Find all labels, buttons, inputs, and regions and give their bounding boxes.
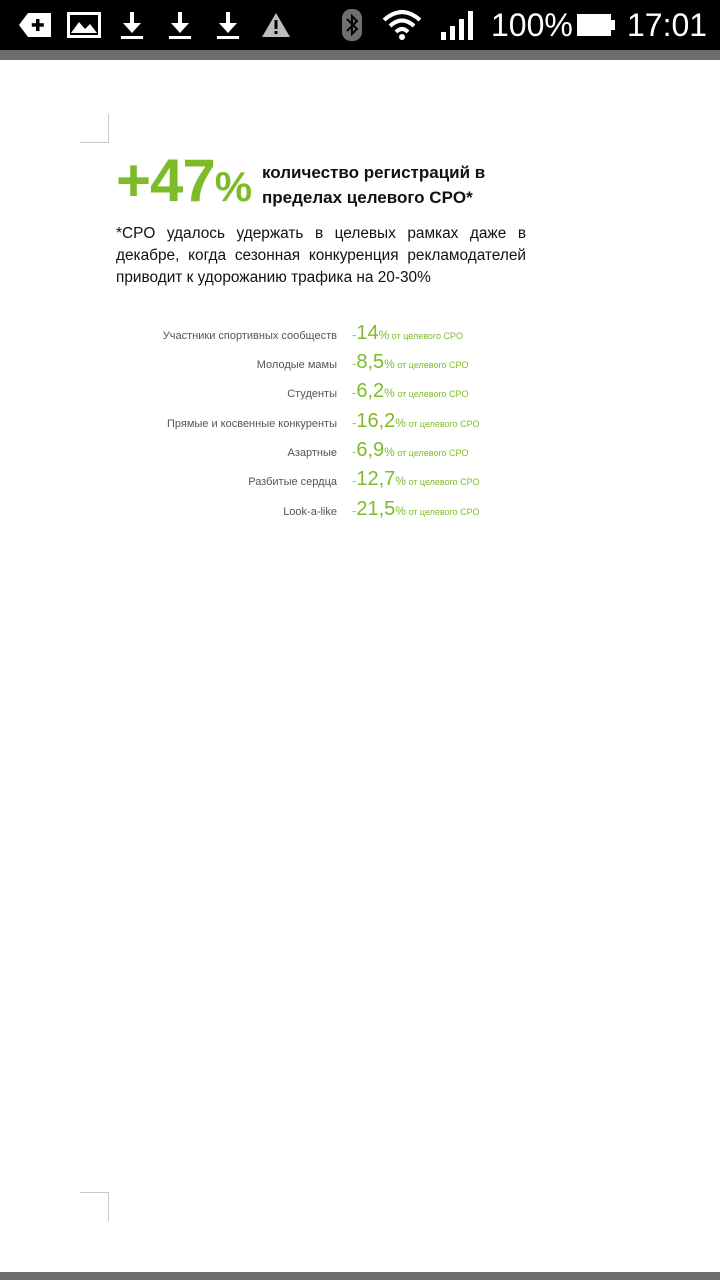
download-icon (116, 0, 148, 50)
signal-icon (438, 0, 478, 50)
segment-label: Студенты (287, 388, 337, 400)
segment-label: Прямые и косвенные конкуренты (166, 418, 337, 430)
footnote: *CPO удалось удержать в целевых рамках даже в декабре, когда сезонная конкуренция рекламодателей приводит к удорожанию трафика на 20-30% (116, 225, 526, 286)
segment-value: -8,5% от целевого CPO (352, 351, 469, 373)
segment-row (0, 349, 720, 379)
toolbar-strip (0, 50, 720, 60)
segment-row (0, 378, 720, 408)
segment-value: -6,9% от целевого CPO (352, 439, 469, 461)
image-icon (66, 0, 102, 50)
segment-label: Look-a-like (283, 506, 337, 518)
segment-label: Участники спортивных сообществ (162, 330, 337, 342)
status-bar (0, 0, 720, 50)
wifi-icon (380, 0, 424, 50)
segment-row (0, 437, 720, 467)
big-number: +47 (116, 147, 215, 214)
segment-label: Азартные (287, 447, 337, 459)
segment-row (0, 496, 720, 526)
segment-row (0, 408, 720, 438)
headline: количество регистраций в пределах целевого CPO* (262, 163, 486, 207)
segment-value: -6,2% от целевого CPO (352, 380, 469, 402)
page-corner-mark-bottom (80, 1192, 109, 1221)
download-icon (164, 0, 196, 50)
segment-value: -12,7% от целевого CPO (352, 468, 480, 490)
battery-icon (576, 0, 616, 50)
segment-value: -16,2% от целевого CPO (352, 410, 480, 432)
segment-label: Молодые мамы (256, 359, 337, 371)
clock: 17:01 (627, 7, 708, 43)
segment-value: -14% от целевого CPO (352, 322, 463, 344)
add-notification-icon (18, 0, 54, 50)
segment-value: -21,5% от целевого CPO (352, 498, 480, 520)
download-icon (212, 0, 244, 50)
page-corner-mark-top (80, 114, 109, 143)
bluetooth-icon (338, 0, 366, 50)
segment-label: Разбитые сердца (248, 476, 337, 488)
segment-row (0, 320, 720, 350)
big-percent-sign: % (214, 163, 252, 210)
bottom-strip (0, 1272, 720, 1280)
segment-row (0, 466, 720, 496)
battery-percent: 100% (491, 7, 573, 43)
big-percentage (116, 148, 251, 220)
warning-icon (260, 0, 292, 50)
